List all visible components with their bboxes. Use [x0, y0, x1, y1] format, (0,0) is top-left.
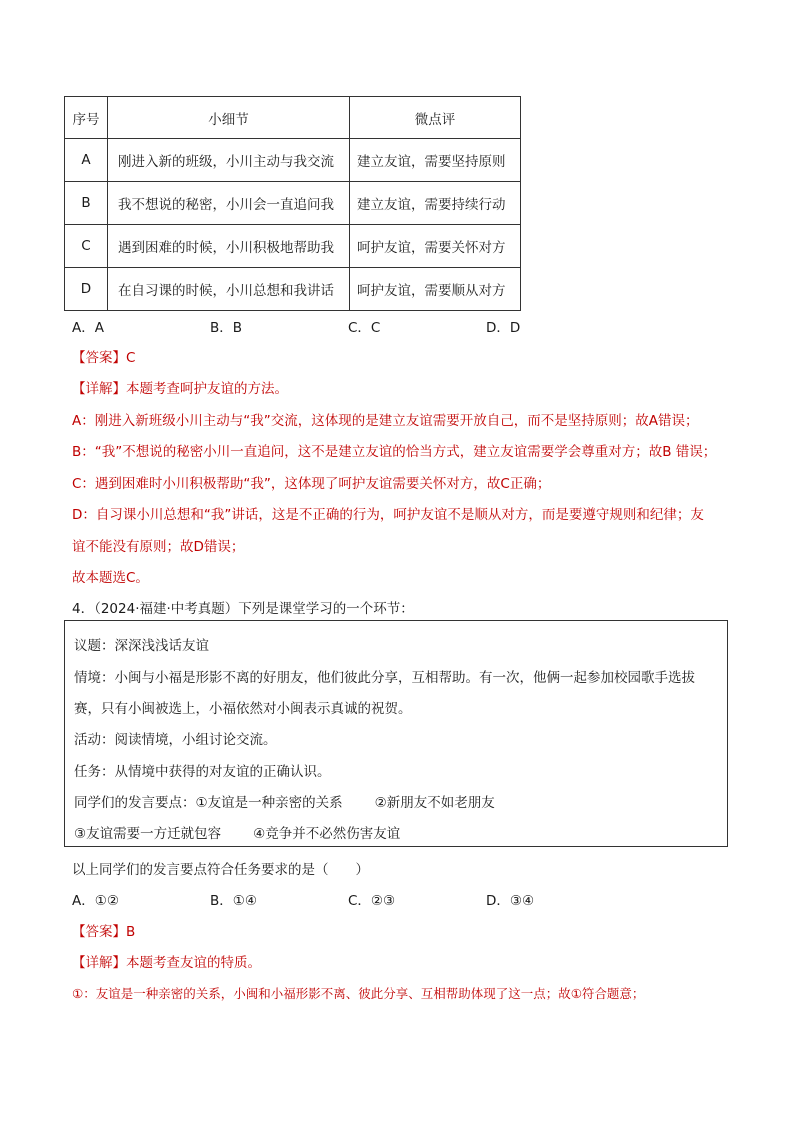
option-b: B．B	[210, 320, 243, 336]
explanation-line: A：刚进入新班级小川主动与“我”交流，这体现的是建立友谊需要开放自己，而不是坚持原则；故A错误；	[72, 413, 699, 429]
row-comment: 呵护友谊，需要关怀对方	[350, 225, 521, 268]
answer-value: B	[126, 924, 136, 940]
point-text: ④竞争并不必然伤害友谊	[253, 826, 401, 842]
answer-tag: 【答案】	[72, 924, 126, 940]
q3-detail	[72, 377, 288, 397]
table-row	[65, 268, 521, 311]
table-row	[65, 225, 521, 268]
row-detail: 我不想说的秘密，小川会一直追问我	[108, 182, 350, 225]
scenario-box	[64, 620, 728, 847]
box-line: 任务：从情境中获得的对友谊的正确认识。	[74, 764, 331, 780]
header-comment: 微点评	[350, 97, 521, 139]
detail-tag: 【详解】	[72, 381, 126, 397]
table-header-row	[65, 97, 521, 139]
question-table	[64, 96, 521, 311]
explanation-line: 故本题选C。	[72, 570, 149, 586]
option-d: D．③④	[486, 893, 535, 909]
point-text: ③友谊需要一方迁就包容	[74, 826, 222, 842]
detail-tag: 【详解】	[72, 955, 126, 971]
row-comment: 呵护友谊，需要顺从对方	[350, 268, 521, 311]
point-text: ②新朋友不如老朋友	[374, 795, 495, 811]
header-detail: 小细节	[108, 97, 350, 139]
option-a: A．A	[72, 320, 104, 336]
row-id: A	[65, 139, 108, 182]
q4-detail	[72, 951, 261, 971]
row-id: D	[65, 268, 108, 311]
explanation-line: D：自习课小川总想和“我”讲话，这是不正确的行为，呵护友谊不是顺从对方，而是要遵守规则和纪律；友	[72, 507, 704, 523]
option-c: C．C	[348, 320, 381, 336]
row-id: B	[65, 182, 108, 225]
row-detail: 刚进入新的班级，小川主动与我交流	[108, 139, 350, 182]
box-line: 议题：深深浅浅话友谊	[74, 638, 209, 654]
detail-intro: 本题考查友谊的特质。	[126, 955, 261, 971]
explanation-line: C：遇到困难时小川积极帮助“我”，这体现了呵护友谊需要关怀对方，故C正确；	[72, 476, 551, 492]
box-line: 活动：阅读情境，小组讨论交流。	[74, 732, 277, 748]
point-text: 同学们的发言要点：①友谊是一种亲密的关系	[74, 795, 343, 811]
row-detail: 遇到困难的时候，小川积极地帮助我	[108, 225, 350, 268]
row-comment: 建立友谊，需要持续行动	[350, 182, 521, 225]
box-line: 赛，只有小闽被选上，小福依然对小闽表示真诚的祝贺。	[74, 701, 412, 717]
speech-points-line-1	[74, 791, 495, 811]
table-row	[65, 182, 521, 225]
q4-options	[72, 889, 624, 909]
explanation-line: 谊不能没有原则；故D错误；	[72, 539, 245, 555]
q4-stem: 4．（2024·福建·中考真题）下列是课堂学习的一个环节：	[72, 601, 414, 617]
option-b: B．①④	[210, 893, 257, 909]
option-a: A．①②	[72, 893, 119, 909]
row-detail: 在自习课的时候，小川总想和我讲话	[108, 268, 350, 311]
box-line: 情境：小闽与小福是形影不离的好朋友，他们彼此分享，互相帮助。有一次，他俩一起参加校园歌手选拔	[74, 670, 695, 686]
answer-value: C	[126, 350, 136, 366]
q3-options	[72, 316, 624, 336]
table-row	[65, 139, 521, 182]
explanation-line: B：“我”不想说的秘密小川一直追问，这不是建立友谊的恰当方式，建立友谊需要学会尊重对方；故B 错误；	[72, 444, 717, 460]
detail-intro: 本题考查呵护友谊的方法。	[126, 381, 288, 397]
row-comment: 建立友谊，需要坚持原则	[350, 139, 521, 182]
answer-tag: 【答案】	[72, 350, 126, 366]
q3-answer	[72, 346, 135, 366]
explanation-line: ①：友谊是一种亲密的关系，小闽和小福形影不离、彼此分享、互相帮助体现了这一点；故①符合题意；	[72, 986, 645, 1001]
row-id: C	[65, 225, 108, 268]
speech-points-line-2	[74, 822, 400, 842]
q4-question: 以上同学们的发言要点符合任务要求的是（ ）	[72, 862, 369, 878]
option-d: D．D	[486, 320, 521, 336]
q4-answer	[72, 920, 135, 940]
option-c: C．②③	[348, 893, 396, 909]
header-number: 序号	[65, 97, 108, 139]
